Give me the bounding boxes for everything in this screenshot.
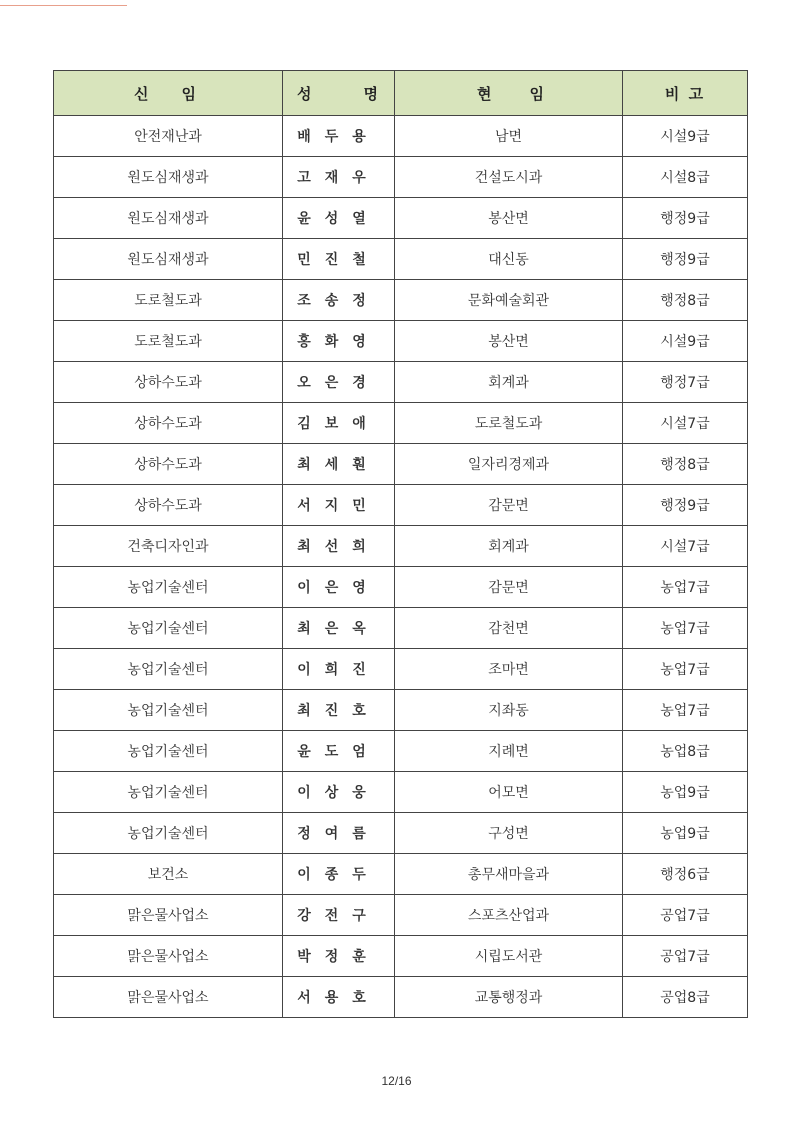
- table-row: [54, 690, 748, 731]
- current-post-cell: 일자리경제과: [395, 444, 623, 485]
- name-cell: 민진철: [283, 239, 395, 280]
- table-row: [54, 157, 748, 198]
- note-cell: 시설9급: [623, 116, 748, 157]
- new-post-cell: 도로철도과: [54, 280, 283, 321]
- current-post-cell: 총무새마을과: [395, 854, 623, 895]
- name-cell: 고재우: [283, 157, 395, 198]
- name-cell: 최은옥: [283, 608, 395, 649]
- current-post-cell: 조마면: [395, 649, 623, 690]
- current-post-cell: 스포츠산업과: [395, 895, 623, 936]
- new-post-cell: 상하수도과: [54, 485, 283, 526]
- table-body: [54, 116, 748, 1018]
- note-cell: 농업9급: [623, 772, 748, 813]
- note-cell: 농업7급: [623, 649, 748, 690]
- table-row: [54, 649, 748, 690]
- table-row: [54, 321, 748, 362]
- new-post-cell: 원도심재생과: [54, 157, 283, 198]
- table-header-row: [54, 71, 748, 116]
- name-cell: 조송정: [283, 280, 395, 321]
- name-cell: 윤도엄: [283, 731, 395, 772]
- name-cell: 이상웅: [283, 772, 395, 813]
- current-post-cell: 회계과: [395, 526, 623, 567]
- current-post-cell: 지좌동: [395, 690, 623, 731]
- note-cell: 행정9급: [623, 198, 748, 239]
- new-post-cell: 상하수도과: [54, 362, 283, 403]
- personnel-table: [53, 70, 748, 1018]
- new-post-cell: 건축디자인과: [54, 526, 283, 567]
- note-cell: 농업9급: [623, 813, 748, 854]
- table-row: [54, 731, 748, 772]
- current-post-cell: 봉산면: [395, 198, 623, 239]
- table-row: [54, 403, 748, 444]
- note-cell: 행정8급: [623, 444, 748, 485]
- name-cell: 이은영: [283, 567, 395, 608]
- note-cell: 행정9급: [623, 239, 748, 280]
- note-cell: 시설7급: [623, 526, 748, 567]
- name-cell: 배두용: [283, 116, 395, 157]
- header-name: [283, 71, 395, 116]
- current-post-cell: 문화예술회관: [395, 280, 623, 321]
- note-cell: 농업7급: [623, 567, 748, 608]
- corner-rule: [0, 5, 127, 6]
- note-cell: 농업8급: [623, 731, 748, 772]
- current-post-cell: 도로철도과: [395, 403, 623, 444]
- table-row: [54, 977, 748, 1018]
- table-row: [54, 198, 748, 239]
- new-post-cell: 농업기술센터: [54, 649, 283, 690]
- name-cell: 윤성열: [283, 198, 395, 239]
- header-name-char-2: 명: [363, 84, 378, 103]
- table-row: [54, 280, 748, 321]
- name-cell: 이희진: [283, 649, 395, 690]
- table-row: [54, 813, 748, 854]
- header-current-post: [395, 71, 623, 116]
- table-row: [54, 608, 748, 649]
- new-post-cell: 안전재난과: [54, 116, 283, 157]
- note-cell: 공업7급: [623, 936, 748, 977]
- header-new-post-char-1: 신: [134, 84, 149, 103]
- header-note: [623, 71, 748, 116]
- name-cell: 박정훈: [283, 936, 395, 977]
- name-cell: 이종두: [283, 854, 395, 895]
- new-post-cell: 농업기술센터: [54, 772, 283, 813]
- table-row: [54, 116, 748, 157]
- new-post-cell: 원도심재생과: [54, 239, 283, 280]
- table-row: [54, 485, 748, 526]
- new-post-cell: 맑은물사업소: [54, 977, 283, 1018]
- header-current-post-char-2: 임: [529, 84, 544, 103]
- current-post-cell: 어모면: [395, 772, 623, 813]
- table-row: [54, 362, 748, 403]
- table-row: [54, 936, 748, 977]
- new-post-cell: 농업기술센터: [54, 813, 283, 854]
- note-cell: 행정7급: [623, 362, 748, 403]
- table-row: [54, 772, 748, 813]
- new-post-cell: 농업기술센터: [54, 608, 283, 649]
- header-new-post: [54, 71, 283, 116]
- note-cell: 시설8급: [623, 157, 748, 198]
- table-row: [54, 895, 748, 936]
- header-note-label: 비 고: [664, 84, 706, 103]
- new-post-cell: 상하수도과: [54, 403, 283, 444]
- name-cell: 정여름: [283, 813, 395, 854]
- name-cell: 서용호: [283, 977, 395, 1018]
- table-row: [54, 567, 748, 608]
- name-cell: 오은경: [283, 362, 395, 403]
- current-post-cell: 남면: [395, 116, 623, 157]
- new-post-cell: 도로철도과: [54, 321, 283, 362]
- new-post-cell: 원도심재생과: [54, 198, 283, 239]
- current-post-cell: 봉산면: [395, 321, 623, 362]
- current-post-cell: 감문면: [395, 485, 623, 526]
- name-cell: 김보애: [283, 403, 395, 444]
- new-post-cell: 농업기술센터: [54, 690, 283, 731]
- new-post-cell: 상하수도과: [54, 444, 283, 485]
- note-cell: 행정8급: [623, 280, 748, 321]
- new-post-cell: 농업기술센터: [54, 567, 283, 608]
- note-cell: 농업7급: [623, 690, 748, 731]
- current-post-cell: 시립도서관: [395, 936, 623, 977]
- name-cell: 홍화영: [283, 321, 395, 362]
- new-post-cell: 보건소: [54, 854, 283, 895]
- current-post-cell: 교통행정과: [395, 977, 623, 1018]
- current-post-cell: 건설도시과: [395, 157, 623, 198]
- current-post-cell: 대신동: [395, 239, 623, 280]
- table-row: [54, 854, 748, 895]
- name-cell: 강전구: [283, 895, 395, 936]
- table-row: [54, 444, 748, 485]
- current-post-cell: 구성면: [395, 813, 623, 854]
- note-cell: 공업7급: [623, 895, 748, 936]
- note-cell: 행정9급: [623, 485, 748, 526]
- name-cell: 최진호: [283, 690, 395, 731]
- header-new-post-char-2: 임: [181, 84, 196, 103]
- table-row: [54, 526, 748, 567]
- page-number: 12/16: [381, 1074, 412, 1088]
- note-cell: 행정6급: [623, 854, 748, 895]
- current-post-cell: 회계과: [395, 362, 623, 403]
- table-row: [54, 239, 748, 280]
- note-cell: 공업8급: [623, 977, 748, 1018]
- note-cell: 농업7급: [623, 608, 748, 649]
- new-post-cell: 맑은물사업소: [54, 895, 283, 936]
- note-cell: 시설9급: [623, 321, 748, 362]
- name-cell: 서지민: [283, 485, 395, 526]
- current-post-cell: 감천면: [395, 608, 623, 649]
- note-cell: 시설7급: [623, 403, 748, 444]
- new-post-cell: 농업기술센터: [54, 731, 283, 772]
- header-name-char-1: 성: [297, 84, 312, 103]
- name-cell: 최선희: [283, 526, 395, 567]
- current-post-cell: 지례면: [395, 731, 623, 772]
- name-cell: 최세훤: [283, 444, 395, 485]
- current-post-cell: 감문면: [395, 567, 623, 608]
- header-current-post-char-1: 현: [477, 84, 492, 103]
- new-post-cell: 맑은물사업소: [54, 936, 283, 977]
